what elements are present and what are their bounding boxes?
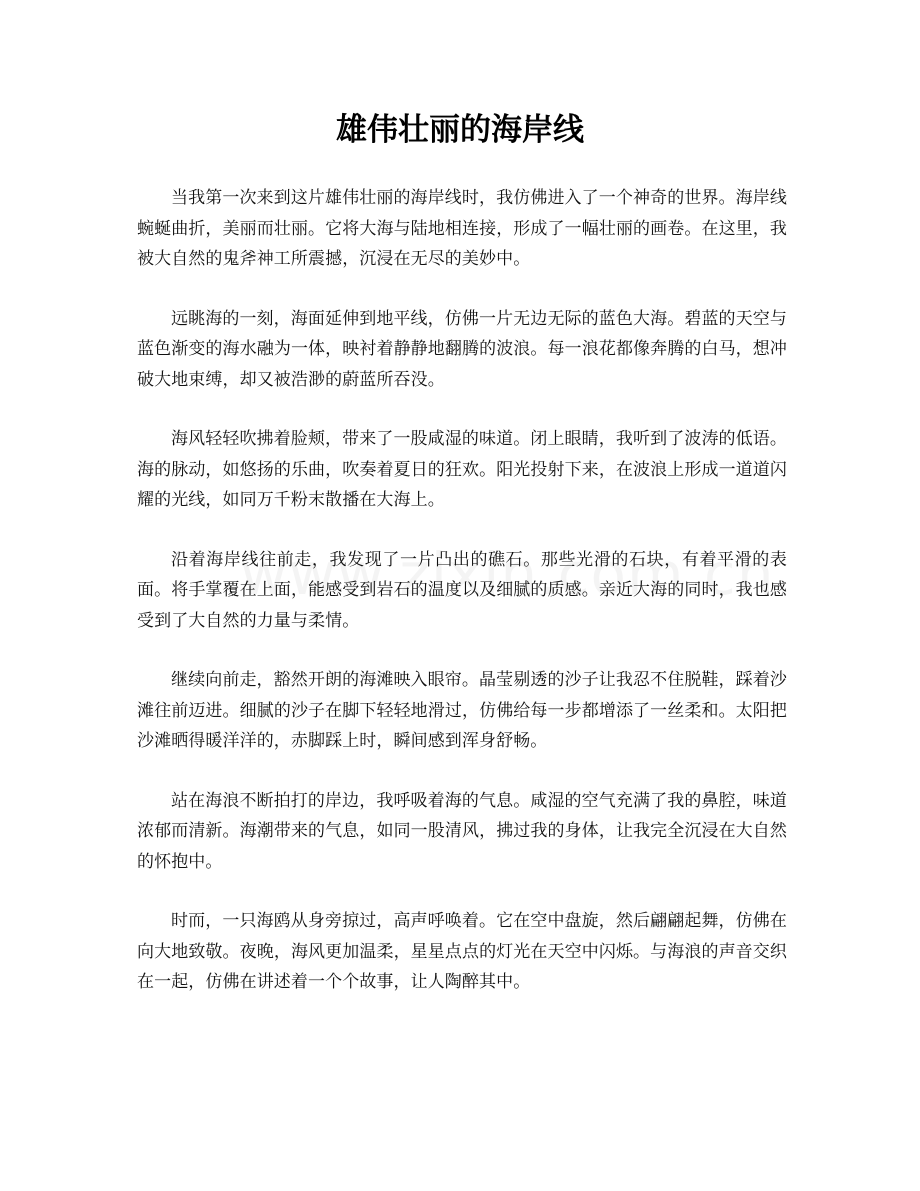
paragraph: 海风轻轻吹拂着脸颊，带来了一股咸湿的味道。闭上眼睛，我听到了波涛的低语。海的脉动，如悠扬的乐曲，吹奏着夏日的狂欢。阳光投射下来，在波浪上形成一道道闪耀的光线，如同万千粉末散播在大海上。 <box>137 429 787 510</box>
paragraph: 当我第一次来到这片雄伟壮丽的海岸线时，我仿佛进入了一个神奇的世界。海岸线蜿蜒曲折，美丽而壮丽。它将大海与陆地相连接，形成了一幅壮丽的画卷。在这里，我被大自然的鬼斧神工所震撼，沉浸在无尽的美妙中。 <box>137 188 787 269</box>
document-body <box>137 183 787 1027</box>
paragraph: 沿着海岸线往前走，我发现了一片凸出的礁石。那些光滑的石块，有着平滑的表面。将手掌覆在上面，能感受到岩石的温度以及细腻的质感。亲近大海的同时，我也感受到了大自然的力量与柔情。 <box>137 549 787 631</box>
paragraph: 远眺海的一刻，海面延伸到地平线，仿佛一片无边无际的蓝色大海。碧蓝的天空与蓝色渐变的海水融为一体，映衬着静静地翻腾的波浪。每一浪花都像奔腾的白马，想冲破大地束缚，却又被浩渺的蔚蓝所吞没。 <box>137 308 787 390</box>
paragraph: 继续向前走，豁然开朗的海滩映入眼帘。晶莹剔透的沙子让我忍不住脱鞋，踩着沙滩往前迈进。细腻的沙子在脚下轻轻地滑过，仿佛给每一步都增添了一丝柔和。太阳把沙滩晒得暖洋洋的，赤脚踩上时，瞬间感到浑身舒畅。 <box>137 670 787 751</box>
paragraph: 时而，一只海鸥从身旁掠过，高声呼唤着。它在空中盘旋，然后翩翩起舞，仿佛在向大地致敬。夜晚，海风更加温柔，星星点点的灯光在天空中闪烁。与海浪的声音交织在一起，仿佛在讲述着一个个故事，让人陶醉其中。 <box>137 911 787 992</box>
paragraph: 站在海浪不断拍打的岸边，我呼吸着海的气息。咸湿的空气充满了我的鼻腔，味道浓郁而清新。海潮带来的气息，如同一股清风，拂过我的身体，让我完全沉浸在大自然的怀抱中。 <box>137 790 787 872</box>
document-title: 雄伟壮丽的海岸线 <box>336 112 584 148</box>
